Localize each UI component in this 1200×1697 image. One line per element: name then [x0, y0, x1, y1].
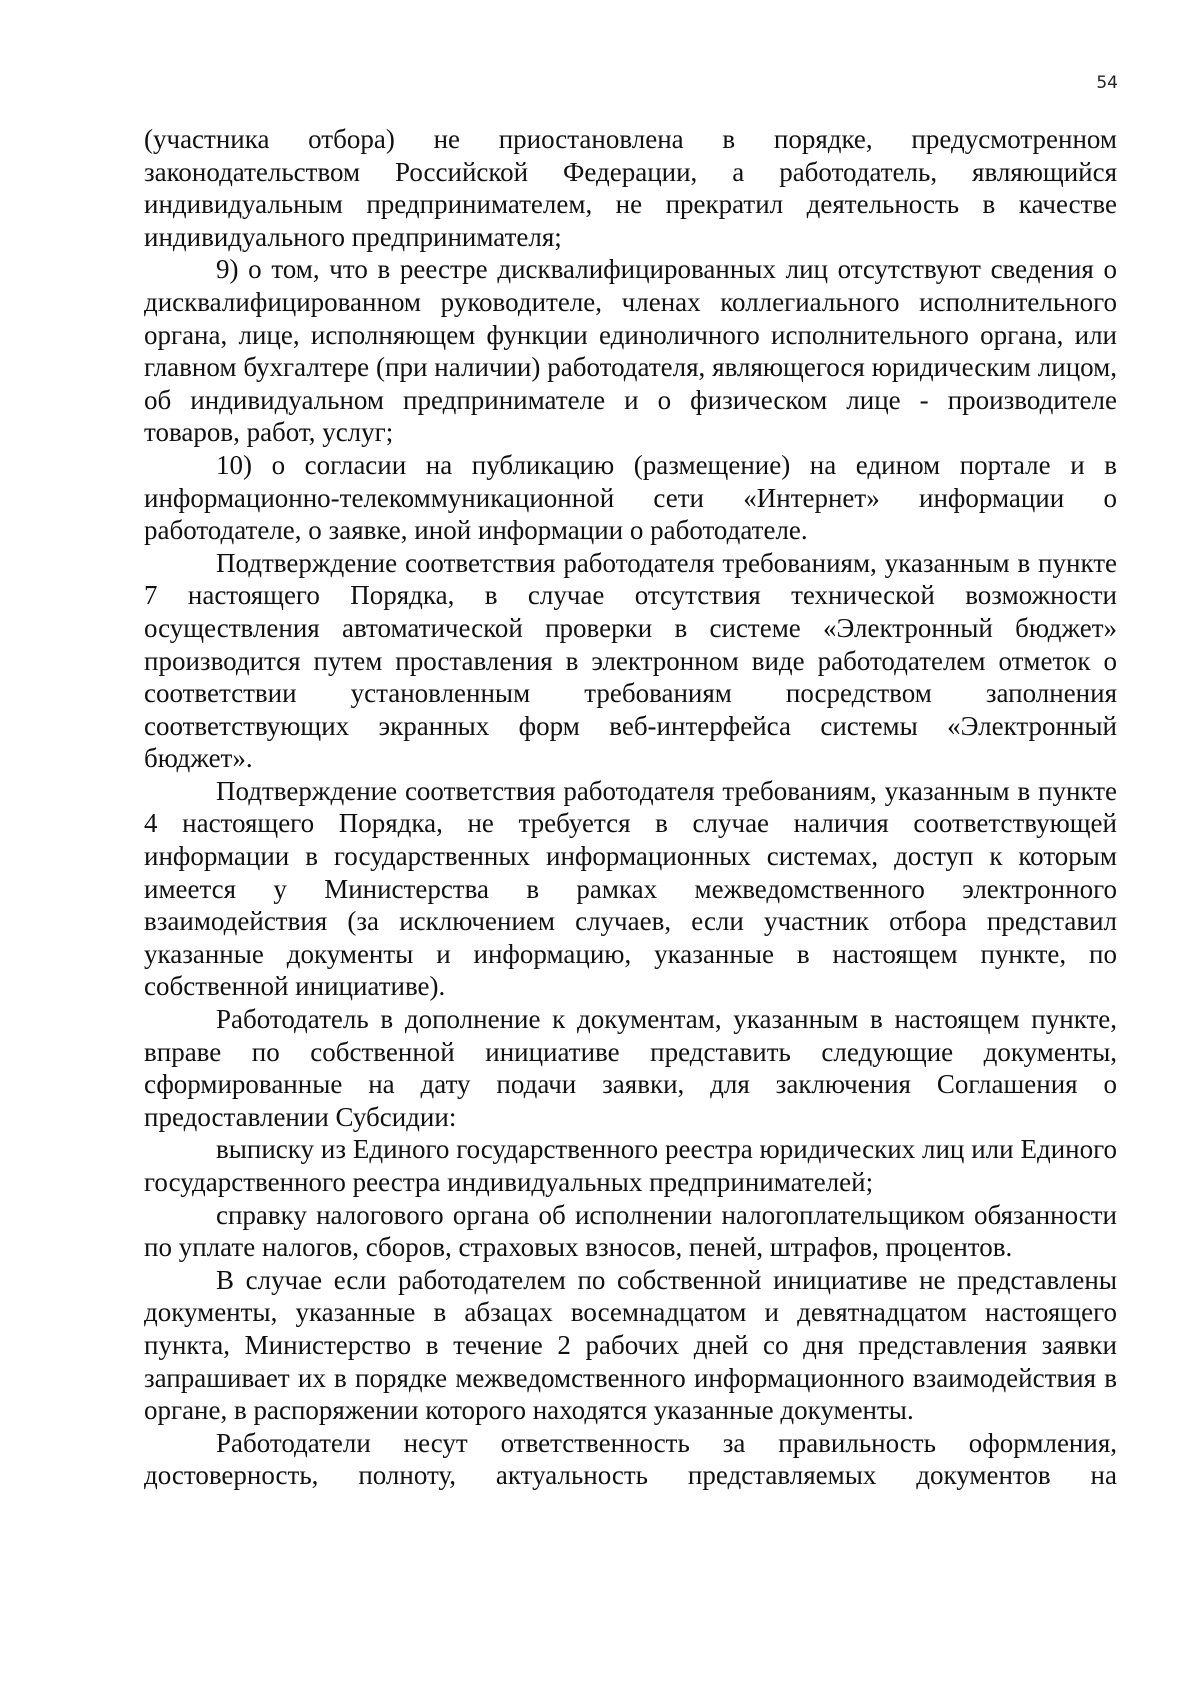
paragraph: Подтверждение соответствия работодателя требованиям, указанным в пункте 4 настоящего Порядка, не требуется в случае наличия соответствующей информации в государственных информационных системах, доступ к которым имеется у Министерства в рамках межведомственного электронного взаимодействия (за исключением случаев, если участник отбора представил указанные документы и информацию, указанные в настоящем пункте, по собственной инициативе).	[144, 775, 1117, 1002]
paragraph: В случае если работодателем по собственной инициативе не представлены документы, указанные в абзацах восемнадцатом и девятнадцатом настоящего пункта, Министерство в течение 2 рабочих дней со дня представления заявки запрашивает их в порядке межведомственного информационного взаимодействия в органе, в распоряжении которого находятся указанные документы.	[144, 1264, 1117, 1426]
paragraph: Работодатель в дополнение к документам, указанным в настоящем пункте, вправе по собственной инициативе представить следующие документы, сформированные на дату подачи заявки, для заключения Соглашения о предоставлении Субсидии:	[144, 1004, 1117, 1132]
paragraph: выписку из Единого государственного реестра юридических лиц или Единого государственного реестра индивидуальных предпринимателей;	[144, 1134, 1117, 1197]
paragraph: 10) о согласии на публикацию (размещение) на едином портале и в информационно-телекоммуникационной сети «Интернет» информации о работодателе, о заявке, иной информации о работодателе.	[144, 449, 1117, 546]
paragraph: 9) о том, что в реестре дисквалифицированных лиц отсутствуют сведения о дисквалифицированном руководителе, членах коллегиального исполнительного органа, лице, исполняющем функции единоличного исполнительного органа, или главном бухгалтере (при наличии) работодателя, являющегося юридическим лицом, об индивидуальном предпринимателе и о физическом лице - производителе товаров, работ, услуг;	[144, 254, 1117, 448]
paragraph: Работодатели несут ответственность за правильность оформления, достоверность, полноту, актуальность представляемых документов на	[144, 1427, 1117, 1491]
paragraph: Подтверждение соответствия работодателя требованиям, указанным в пункте 7 настоящего Порядка, в случае отсутствия технической возможности осуществления автоматической проверки в системе «Электронный бюджет» производится путем проставления в электронном виде работодателем отметок о соответствии установленным требованиям посредством заполнения соответствующих экранных форм веб-интерфейса системы «Электронный бюджет».	[144, 547, 1117, 774]
paragraph: (участника отбора) не приостановлена в порядке, предусмотренном законодательством Российской Федерации, а работодатель, являющийся индивидуальным предпринимателем, не прекратил деятельность в качестве индивидуального предпринимателя;	[144, 124, 1117, 252]
paragraph: справку налогового органа об исполнении налогоплательщиком обязанности по уплате налогов, сборов, страховых взносов, пеней, штрафов, процентов.	[144, 1199, 1117, 1263]
page-number: 54	[1096, 73, 1118, 93]
document-body	[144, 123, 1117, 1492]
